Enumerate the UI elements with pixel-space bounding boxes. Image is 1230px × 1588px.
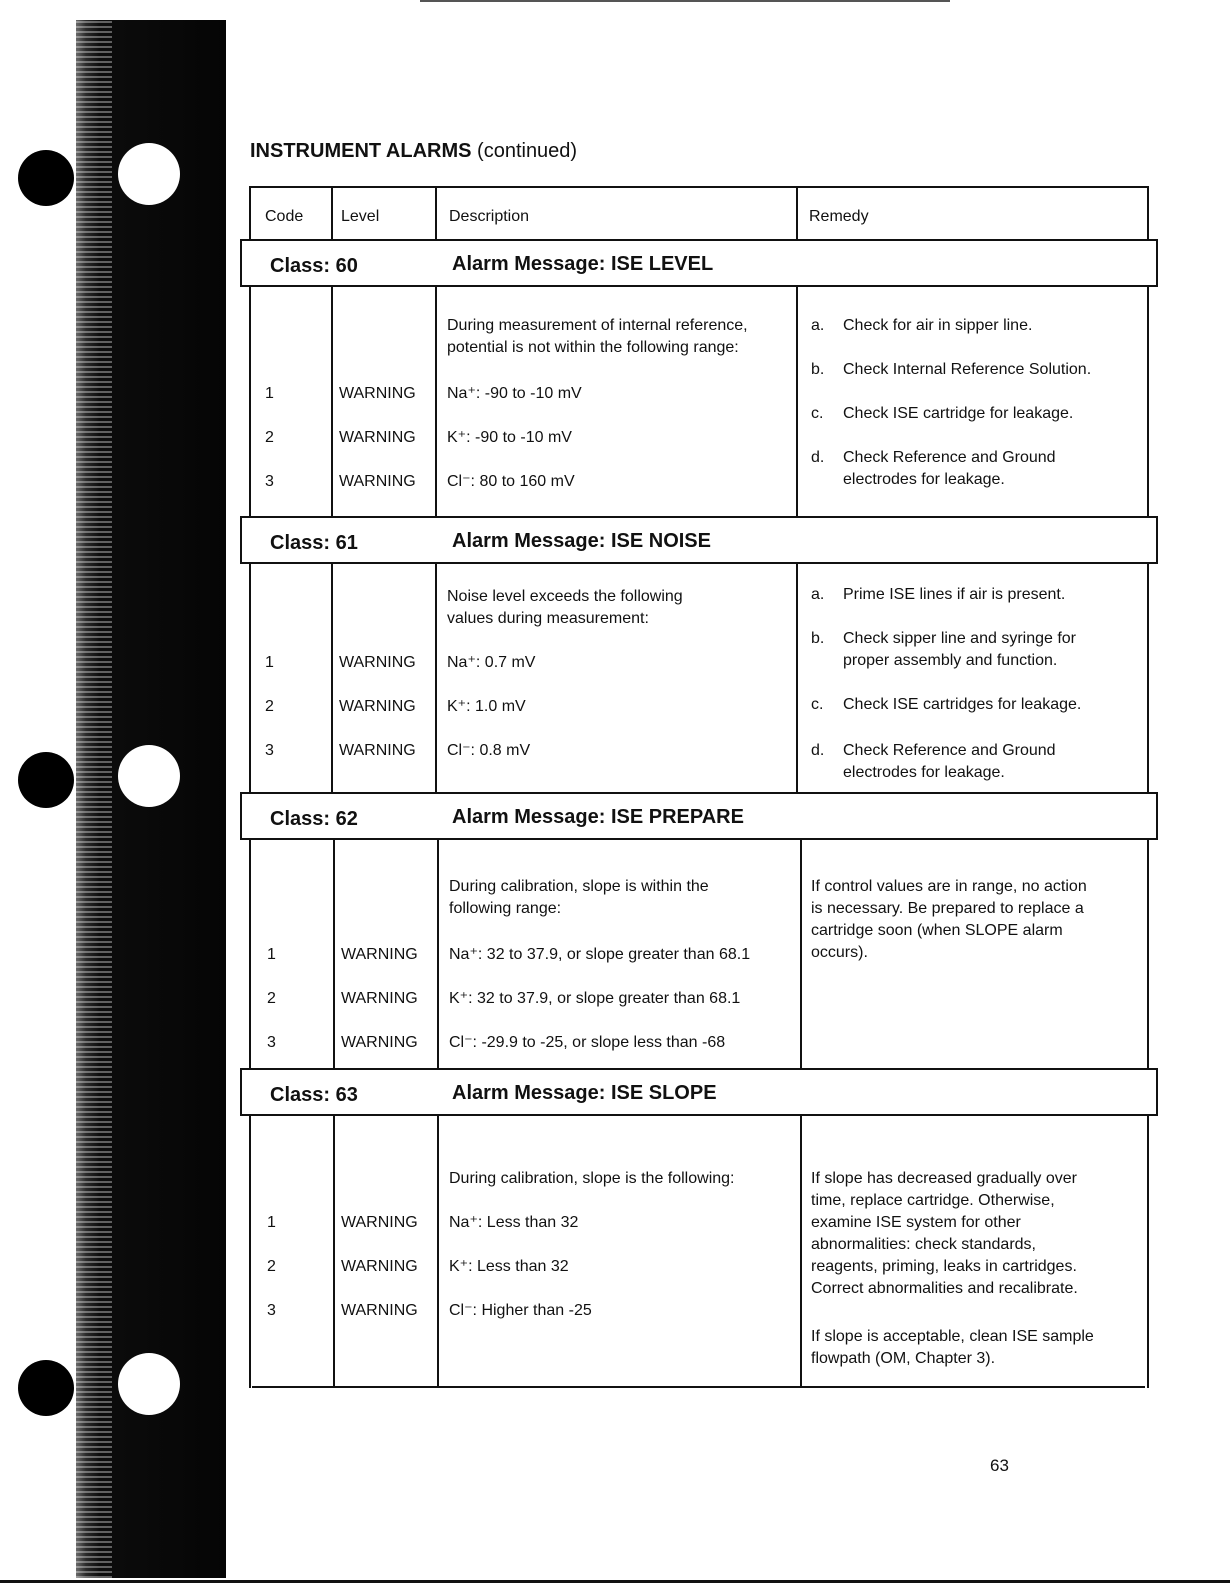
row-code: 3 bbox=[265, 742, 274, 759]
description-intro: Noise level exceeds the following values during measurement: bbox=[447, 588, 683, 627]
col-code: Code bbox=[265, 208, 304, 225]
row-level: WARNING bbox=[341, 990, 418, 1007]
row-code: 1 bbox=[265, 385, 274, 402]
heading-rest: (continued) bbox=[477, 140, 578, 162]
row-description: Cl⁻: Higher than -25 bbox=[449, 1302, 592, 1319]
bottom-edge-line bbox=[0, 1580, 1230, 1583]
row-description: Na⁺: 0.7 mV bbox=[447, 654, 536, 671]
page-number: 63 bbox=[990, 1456, 1009, 1475]
punch-hole-shadow bbox=[18, 150, 74, 206]
class-bar-60 bbox=[240, 239, 1158, 287]
row-code: 1 bbox=[267, 946, 276, 963]
row-code: 2 bbox=[267, 1258, 276, 1275]
row-level: WARNING bbox=[339, 698, 416, 715]
row-level: WARNING bbox=[341, 1258, 418, 1275]
row-code: 3 bbox=[267, 1302, 276, 1319]
row-description: K⁺: -90 to -10 mV bbox=[447, 429, 572, 446]
row-level: WARNING bbox=[339, 654, 416, 671]
row-code: 2 bbox=[265, 429, 274, 446]
description-intro: During measurement of internal reference, potential is not within the following range: bbox=[447, 317, 748, 356]
row-level: WARNING bbox=[341, 946, 418, 963]
row-description: Cl⁻: 80 to 160 mV bbox=[447, 473, 575, 490]
remedy-text: If slope has decreased gradually over time, replace cartridge. Otherwise, examine ISE system for other abnormalities: check standards, reagents, priming, leaks in cartridges. Correct abnormalities and recalibrate. bbox=[811, 1170, 1078, 1297]
class-label: Class: 60 bbox=[270, 255, 358, 277]
description-intro: During calibration, slope is the following: bbox=[449, 1170, 735, 1187]
punch-hole bbox=[118, 1353, 180, 1415]
row-description: K⁺: 1.0 mV bbox=[447, 698, 526, 715]
row-level: WARNING bbox=[339, 473, 416, 490]
row-description: Cl⁻: -29.9 to -25, or slope less than -68 bbox=[449, 1034, 726, 1051]
class-bar-63 bbox=[240, 1068, 1158, 1116]
col-level: Level bbox=[341, 208, 380, 225]
col-description: Description bbox=[449, 208, 530, 225]
section-63-body bbox=[249, 1116, 1149, 1388]
row-description: Na⁺: 32 to 37.9, or slope greater than 68.1 bbox=[449, 946, 751, 963]
row-code: 1 bbox=[267, 1214, 276, 1231]
table-bottom-border bbox=[252, 1386, 1145, 1388]
section-61-body: Noise level exceeds the following values during measurement: 1 WARNING Na⁺: 0.7 mV 2 WARNING K⁺: 1.0 mV 3 WARNING Cl⁻: 0.8 mV a. Prime ISE lines if air is present. b. Check sipper line and syringe for proper assembly and function. c. Check ISE cartridges for leakage. d. Check Reference and Ground electrodes for leakage. bbox=[249, 564, 1149, 792]
section-60-body: During measurement of internal reference, potential is not within the following range: 1 WARNING Na⁺: -90 to -10 mV 2 WARNING K⁺: -90 to -10 mV 3 WARNING Cl⁻: 80 to 160 mV a. Check for air in sipper line. b. Check Internal Reference Solution. c. Check ISE cartridge for leakage. d. Check Reference and Ground electrodes for leakage. bbox=[249, 287, 1149, 516]
top-edge-line bbox=[420, 0, 950, 2]
heading-bold: INSTRUMENT ALARMS bbox=[250, 140, 472, 162]
punch-hole bbox=[118, 143, 180, 205]
section-62-body bbox=[249, 840, 1149, 1068]
row-level: WARNING bbox=[339, 429, 416, 446]
remedy-text: If control values are in range, no action is necessary. Be prepared to replace a cartridge soon (when SLOPE alarm occurs). bbox=[811, 878, 1087, 961]
col-remedy: Remedy bbox=[809, 208, 869, 225]
row-code: 2 bbox=[267, 990, 276, 1007]
alarm-message: Alarm Message: ISE PREPARE bbox=[452, 806, 744, 828]
row-level: WARNING bbox=[341, 1034, 418, 1051]
punch-hole-shadow bbox=[18, 752, 74, 808]
remedy-text-secondary: If slope is acceptable, clean ISE sample flowpath (OM, Chapter 3). bbox=[811, 1328, 1094, 1367]
class-bar-62 bbox=[240, 792, 1158, 840]
row-level: WARNING bbox=[341, 1214, 418, 1231]
alarm-message: Alarm Message: ISE SLOPE bbox=[452, 1082, 717, 1104]
class-label: Class: 61 bbox=[270, 532, 358, 554]
row-level: WARNING bbox=[339, 385, 416, 402]
row-code: 1 bbox=[265, 654, 274, 671]
row-code: 2 bbox=[265, 698, 274, 715]
description-intro: During calibration, slope is within the following range: bbox=[449, 878, 709, 917]
row-description: Na⁺: -90 to -10 mV bbox=[447, 385, 582, 402]
class-bar-61 bbox=[240, 516, 1158, 564]
binder-texture bbox=[76, 20, 112, 1578]
row-description: K⁺: 32 to 37.9, or slope greater than 68.1 bbox=[449, 990, 741, 1007]
row-code: 3 bbox=[265, 473, 274, 490]
table-header bbox=[249, 186, 1149, 240]
row-code: 3 bbox=[267, 1034, 276, 1051]
alarm-message: Alarm Message: ISE LEVEL bbox=[452, 253, 714, 275]
class-label: Class: 63 bbox=[270, 1084, 358, 1106]
alarm-message: Alarm Message: ISE NOISE bbox=[452, 530, 711, 552]
punch-hole bbox=[118, 745, 180, 807]
punch-hole-shadow bbox=[18, 1360, 74, 1416]
page-heading bbox=[250, 140, 577, 163]
class-label: Class: 62 bbox=[270, 808, 358, 830]
row-level: WARNING bbox=[341, 1302, 418, 1319]
row-description: Cl⁻: 0.8 mV bbox=[447, 742, 531, 759]
row-description: Na⁺: Less than 32 bbox=[449, 1214, 579, 1231]
row-description: K⁺: Less than 32 bbox=[449, 1258, 569, 1275]
row-level: WARNING bbox=[339, 742, 416, 759]
